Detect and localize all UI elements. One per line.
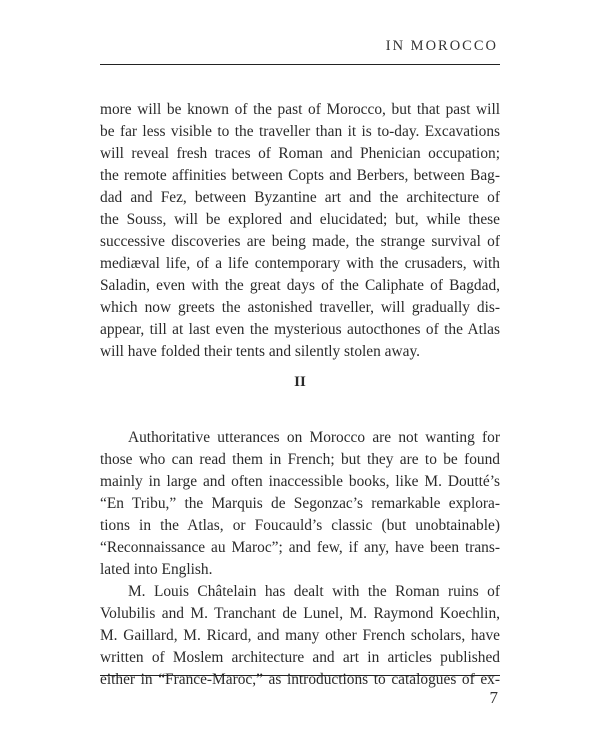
text-line: the Souss, will be explored and elucidated; but, while these (100, 211, 500, 228)
header-rule (100, 64, 500, 65)
text-line: which now greets the astonished traveller, will gradually dis- (100, 299, 500, 316)
text-line: tions in the Atlas, or Foucauld’s classic (but unobtainable) (100, 517, 500, 534)
page-number: 7 (489, 688, 498, 707)
text-line: written of Moslem architecture and art in articles published (100, 649, 500, 666)
running-head: IN MOROCCO (385, 38, 498, 54)
footer-rule (100, 675, 500, 676)
text-line: successive discoveries are being made, the strange survival of (100, 233, 500, 250)
text-line: will have folded their tents and silently stolen away. (100, 343, 420, 360)
text-line: M. Louis Châtelain has dealt with the Roman ruins of (128, 583, 500, 600)
text-line: Authoritative utterances on Morocco are not wanting for (128, 429, 500, 446)
text-line: dad and Fez, between Byzantine art and the architecture of (100, 189, 500, 206)
text-line: be far less visible to the traveller than it is to-day. Excavations (100, 123, 500, 140)
text-line: M. Gaillard, M. Ricard, and many other French scholars, have (100, 627, 500, 644)
text-line: those who can read them in French; but they are to be found (100, 451, 500, 468)
text-line: more will be known of the past of Morocco, but that past will (100, 101, 500, 118)
text-line: the remote affinities between Copts and Berbers, between Bag- (100, 167, 500, 184)
text-line: Saladin, even with the great days of the Caliphate of Bagdad, (100, 277, 500, 294)
text-line: “En Tribu,” the Marquis de Segonzac’s remarkable explora- (100, 495, 500, 512)
text-line: Volubilis and M. Tranchant de Lunel, M. Raymond Koechlin, (100, 605, 500, 622)
text-line: lated into English. (100, 561, 213, 578)
text-line: either in “France-Maroc,” as introductions to catalogues of ex- (100, 671, 500, 688)
text-line: appear, till at last even the mysterious autocthones of the Atlas (100, 321, 500, 338)
text-line: mainly in large and often inaccessible books, like M. Doutté’s (100, 473, 500, 490)
text-line: mediæval life, of a life contemporary with the crusaders, with (100, 255, 500, 272)
section-heading: II (294, 374, 306, 390)
text-line: will reveal fresh traces of Roman and Phenician occupation; (100, 145, 500, 162)
text-line: “Reconnaissance au Maroc”; and few, if any, have been trans- (100, 539, 500, 556)
